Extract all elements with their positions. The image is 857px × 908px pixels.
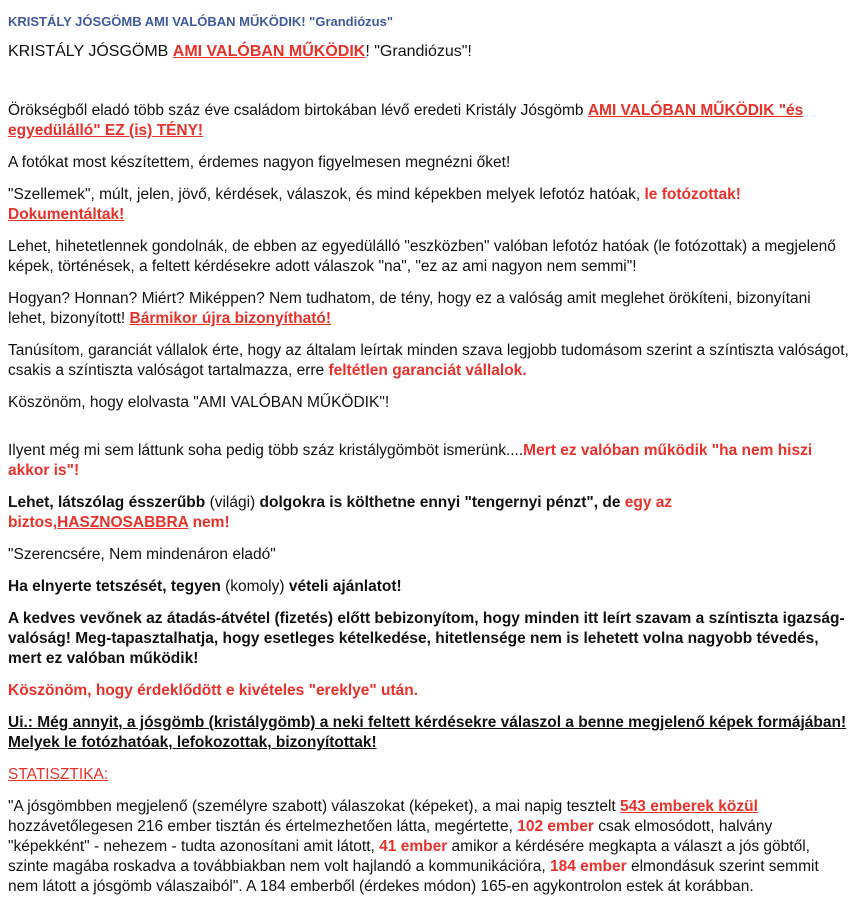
listing-title: KRISTÁLY JÓSGÖMB AMI VALÓBAN MŰKÖDIK! "Grandiózus" (8, 14, 394, 29)
listing-heading (8, 43, 849, 61)
heading-highlight: AMI VALÓBAN MŰKÖDIK (172, 43, 366, 60)
paragraph-not-for-sale: "Szerencsére, Nem mindenáron eladó" (8, 546, 276, 563)
spirits-highlight: le fotózottak! (644, 186, 741, 203)
how-text: Hogyan? Honnan? Miért? Miképpen? Nem tudhatom, de tény, hogy ez a valóság amit meglehet örökíteni, bizonyítani lehet, bizonyított! (8, 290, 811, 327)
intro-text: Örökségből eladó több száz éve családom birtokában lévő eredeti Kristály Jósgömb (8, 102, 588, 119)
stats-blurred-count: 102 ember (517, 818, 594, 835)
money-highlight-end: nem! (188, 514, 230, 531)
guarantee-text: Tanúsítom, garanciát vállalok érte, hogy az általam leírtak minden szava legjobb tudomásom szerint a színtiszta valóságot, csakis a színtiszta valóságot tartalmazza, erre (8, 342, 849, 379)
spirits-highlight-underlined: Dokumentáltak! (8, 206, 125, 223)
stats-text-5: elmondásuk szerint semmit nem látott a jósgömb válaszaiból". A 184 emberből (érdekes módon) 165-en agykontrolon estek át korábban. (8, 858, 819, 895)
money-text: Lehet, látszólag ésszerűbb (8, 494, 210, 511)
offer-text-end: vételi ajánlatot! (288, 578, 402, 595)
heading-text: KRISTÁLY JÓSGÖMB (8, 43, 173, 60)
heading-text-end: ! "Grandiózus"! (365, 43, 472, 60)
paragraph-spirits (8, 185, 849, 225)
paragraph-how (8, 289, 849, 329)
paragraph-photos: A fotókat most készítettem, érdemes nagyon figyelmesen megnézni őket! (8, 154, 511, 171)
never-seen-text: Ilyent még mi sem láttunk soha pedig több száz kristálygömböt ismerünk.... (8, 442, 524, 459)
paragraph-intro (8, 101, 849, 141)
money-highlight: egy az biztos, (8, 494, 673, 531)
stats-text: "A jósgömbben megjelenő (személyre szabott) válaszokat (képeket), a mai napig tesztelt (8, 798, 621, 815)
never-seen-highlight: Mert ez valóban működik "ha nem hiszi akkor is"! (8, 442, 813, 479)
money-worldly: (világi) (209, 494, 260, 511)
paragraph-unbelievable: Lehet, hihetetlennek gondolnák, de ebben az egyedülálló "eszközben" valóban lefotóz hatóak (le fotózottak) a megjelenő képek, történések, a feltett kérdésekre adott válaszok "na", "ez az ami nagyon nem semmi"! (8, 238, 836, 275)
stats-text-3: csak elmosódott, halvány "képekként" - nehezem - tudta azonosítani amit látott, (8, 818, 773, 855)
stats-silent-count: 41 ember (379, 838, 448, 855)
paragraph-never-seen (8, 441, 849, 481)
intro-highlight: AMI VALÓBAN MŰKÖDIK "és egyedülálló" EZ (is) TÉNY! (8, 102, 804, 139)
money-highlight-underlined: HASZNOSABBRA (57, 514, 189, 531)
paragraph-proof: A kedves vevőnek az átadás-átvétel (fizetés) előtt bebizonyítom, hogy minden itt leírt szavam a színtiszta igazság-valóság! Meg-tapasztalhatja, hogy esetleges kételkedése, hitetlensége nem is lehetett volna nagyobb tévedés, mert ez valóban működik! (8, 610, 845, 667)
paragraph-postscript: Ui.: Még annyit, a jósgömb (kristálygömb) a neki feltett kérdésekre válaszol a benne megjelenő képek formájában! Melyek le fotózhatóak, lefokozottak, bizonyítottak! (8, 714, 847, 751)
stats-text-2: hozzávetőlegesen 216 ember tisztán és értelmezhetően látta, megértette, (8, 818, 518, 835)
paragraph-guarantee (8, 341, 849, 381)
stats-text-4: amikor a kérdésére megkapta a választ a jós göbtől, szinte magába roskadva a továbbiakban nem volt hajlandó a kommunikációra, (8, 838, 810, 875)
stats-tested-count: 543 emberek közül (620, 798, 758, 815)
stats-nothing-count: 184 ember (549, 858, 627, 875)
statistics-heading: STATISZTIKA: (8, 766, 109, 783)
guarantee-highlight: feltétlen garanciát vállalok. (328, 362, 527, 379)
money-text-2: dolgokra is költhetne ennyi "tengernyi pénzt", de (259, 494, 625, 511)
offer-text: Ha elnyerte tetszését, tegyen (8, 578, 226, 595)
paragraph-thanks: Köszönöm, hogy elolvasta "AMI VALÓBAN MŰKÖDIK"! (8, 394, 390, 411)
paragraph-offer (8, 577, 849, 597)
paragraph-statistics (8, 797, 849, 897)
paragraph-money (8, 493, 849, 533)
spirits-text: "Szellemek", múlt, jelen, jövő, kérdések, válaszok, és mind képekben melyek lefotóz hatóak, (8, 186, 645, 203)
how-highlight: Bármikor újra bizonyítható! (129, 310, 332, 327)
offer-serious: (komoly) (225, 578, 289, 595)
paragraph-thanks-interest: Köszönöm, hogy érdeklődött e kivételes "ereklye" után. (8, 682, 419, 699)
